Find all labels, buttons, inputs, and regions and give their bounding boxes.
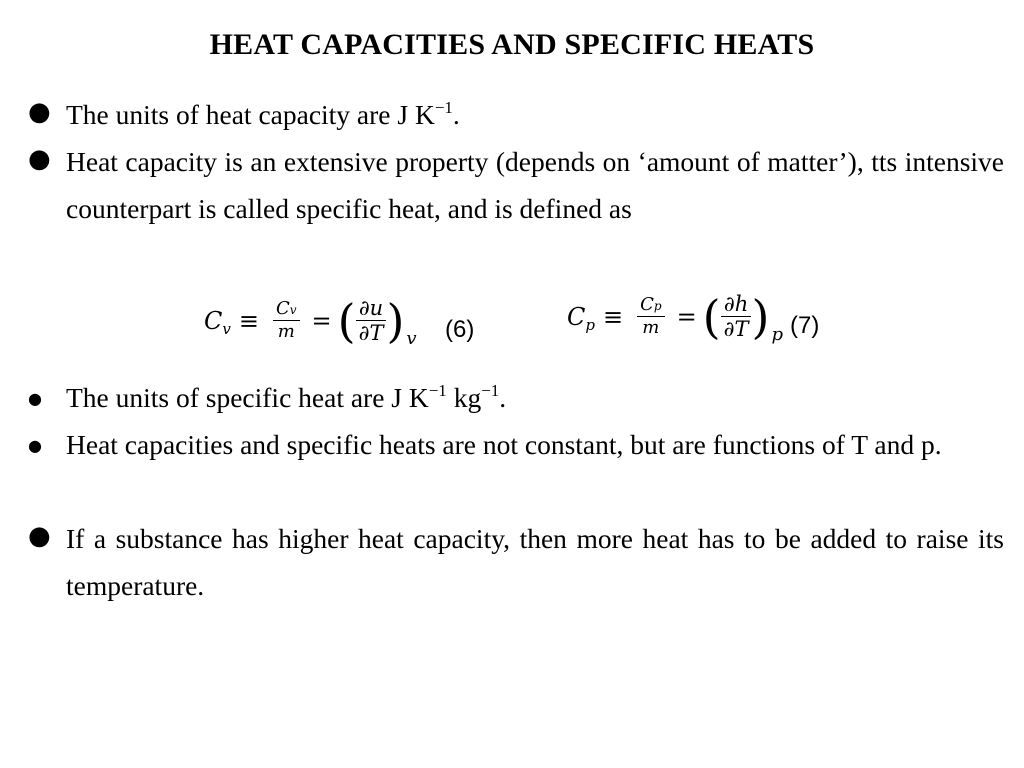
partial-derivative-h-t: $\frac{\partial h}{\partial T}$ xyxy=(721,292,752,341)
bullet-dot-icon: ● xyxy=(28,389,42,408)
bullet-not-constant: ● Heat capacities and specific heats are not constant, but are functions of T and p. xyxy=(66,421,1004,468)
bullet-higher-heat-capacity: ● If a substance has higher heat capacity, then more heat has to be added to raise its temperature. xyxy=(66,515,1004,609)
fraction-cp-over-m: $\frac{Cp}{m}$ xyxy=(637,295,664,339)
bullet-extensive-property: ● Heat capacity is an extensive property (depends on ‘amount of matter’), tts intensive counterpart is called specific heat, and is defined as xyxy=(66,138,1004,232)
equation-cv: C v ≡ $\frac{Cv}{m}$ = ( $\frac{\partial u}{\partial T}$ ) v xyxy=(204,293,417,349)
bullet-dot-icon: ● xyxy=(28,144,51,174)
equation-cp: C p ≡ $\frac{Cp}{m}$ = ( $\frac{\partial h}{\partial T}$ ) p xyxy=(567,289,783,345)
fraction-cv-over-m: $\frac{Cv}{m}$ xyxy=(273,299,300,343)
bullet-heat-capacity-units: ● The units of heat capacity are J $K^{-1}$. xyxy=(66,91,1004,142)
bullet-dot-icon: ● xyxy=(28,521,51,551)
bullet-dot-icon: ● xyxy=(28,436,42,455)
equation-number-7: (7) xyxy=(790,312,820,339)
partial-derivative-u-t: $\frac{\partial u}{\partial T}$ xyxy=(356,296,387,345)
slide-title: HEAT CAPACITIES AND SPECIFIC HEATS xyxy=(209,28,815,61)
bullet-dot-icon: ● xyxy=(28,97,51,127)
bullet-specific-heat-units: ● The units of specific heat are J $K^{-1}$ $kg^{-1}$. xyxy=(66,374,1004,425)
equation-number-6: (6) xyxy=(445,316,475,343)
